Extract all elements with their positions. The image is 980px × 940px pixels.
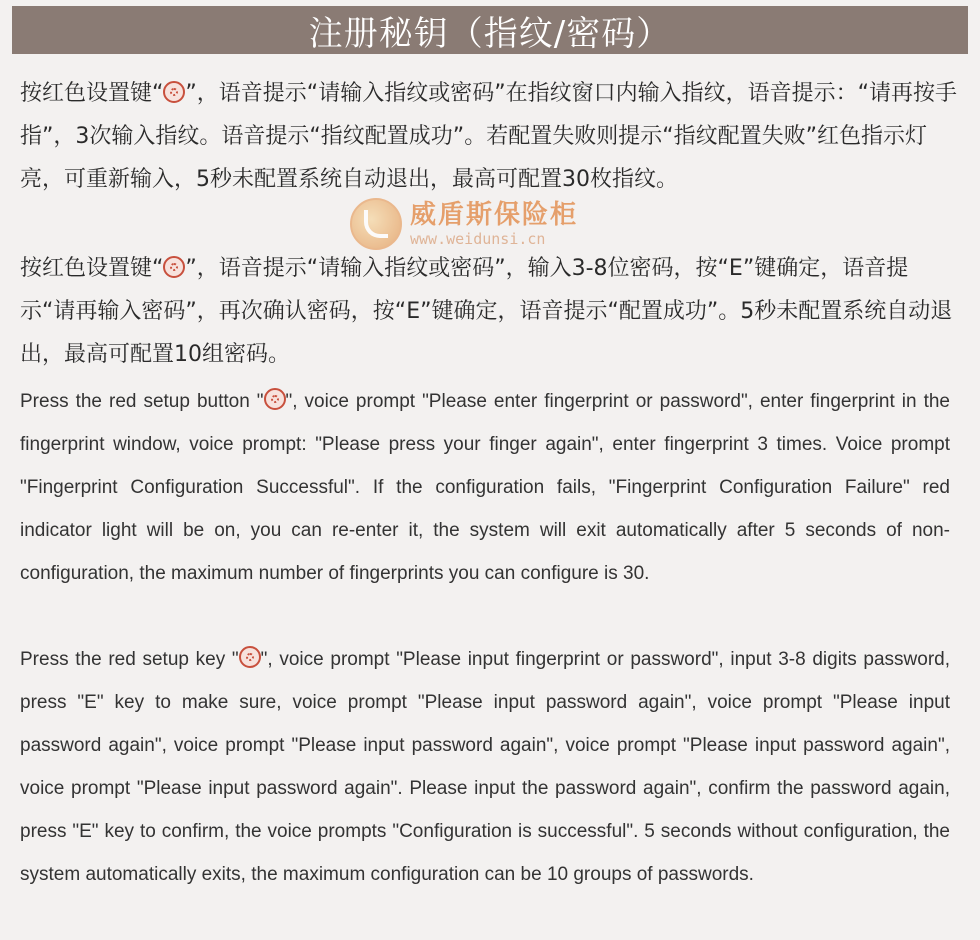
cn-paragraph-fingerprint [20,72,960,201]
watermark-name: 威盾斯保险柜 [410,199,579,230]
red-setup-key-icon [163,81,185,103]
red-setup-key-icon [264,388,286,410]
cn-p1-text-a: 按红色设置键“ [20,81,164,106]
title-bar [12,6,968,54]
cn-paragraph-password [20,247,960,376]
watermark [350,198,578,250]
en-p1-text-b: ", voice prompt "Please enter fingerprint or password", enter fingerprint in the fingerprint window, voice prompt: "Please press your finger again", enter fingerprint 3 times. Voice prompt "Fingerprint Configuration Successful". If the configuration fails, "Fingerprint Configuration Failure" red indicator light will be on, you can re-enter it, the system will exit automatically after 5 seconds of non-configuration, the maximum number of fingerprints you can configure is 30. [20,391,950,584]
en-paragraph-password [20,638,950,896]
en-paragraph-fingerprint [20,380,950,595]
cn-p2-text-a: 按红色设置键“ [20,256,164,281]
en-p1-text-a: Press the red setup button " [20,391,264,412]
cn-p1-text-b: ”，语音提示“请输入指纹或密码”在指纹窗口内输入指纹，语音提示：“请再按手指”，3次输入指纹。语音提示“指纹配置成功”。若配置失败则提示“指纹配置失败”红色指示灯亮，可重新输入，5秒未配置系统自动退出，最高可配置30枚指纹。 [20,81,957,192]
watermark-logo-icon [350,198,402,250]
page-title: 注册秘钥（指纹/密码） [308,13,672,54]
en-p2-text-a: Press the red setup key " [20,649,239,670]
red-setup-key-icon [239,646,261,668]
watermark-url: www.weidunsi.cn [410,229,546,248]
cn-p2-text-b: ”，语音提示“请输入指纹或密码”，输入3-8位密码，按“E”键确定，语音提示“请再输入密码”，再次确认密码，按“E”键确定，语音提示“配置成功”。5秒未配置系统自动退出，最高可配置10组密码。 [20,256,953,367]
red-setup-key-icon [163,256,185,278]
en-p2-text-b: ", voice prompt "Please input fingerprint or password", input 3-8 digits password, press "E" key to make sure, voice prompt "Please input password again", voice prompt "Please input password again", voice prompt "Please input password again", voice prompt "Please input password again", voice prompt "Please input password again". Please input the password again", confirm the password again, press "E" key to confirm, the voice prompts "Configuration is successful". 5 seconds without configuration, the system automatically exits, the maximum configuration can be 10 groups of passwords. [20,649,950,885]
